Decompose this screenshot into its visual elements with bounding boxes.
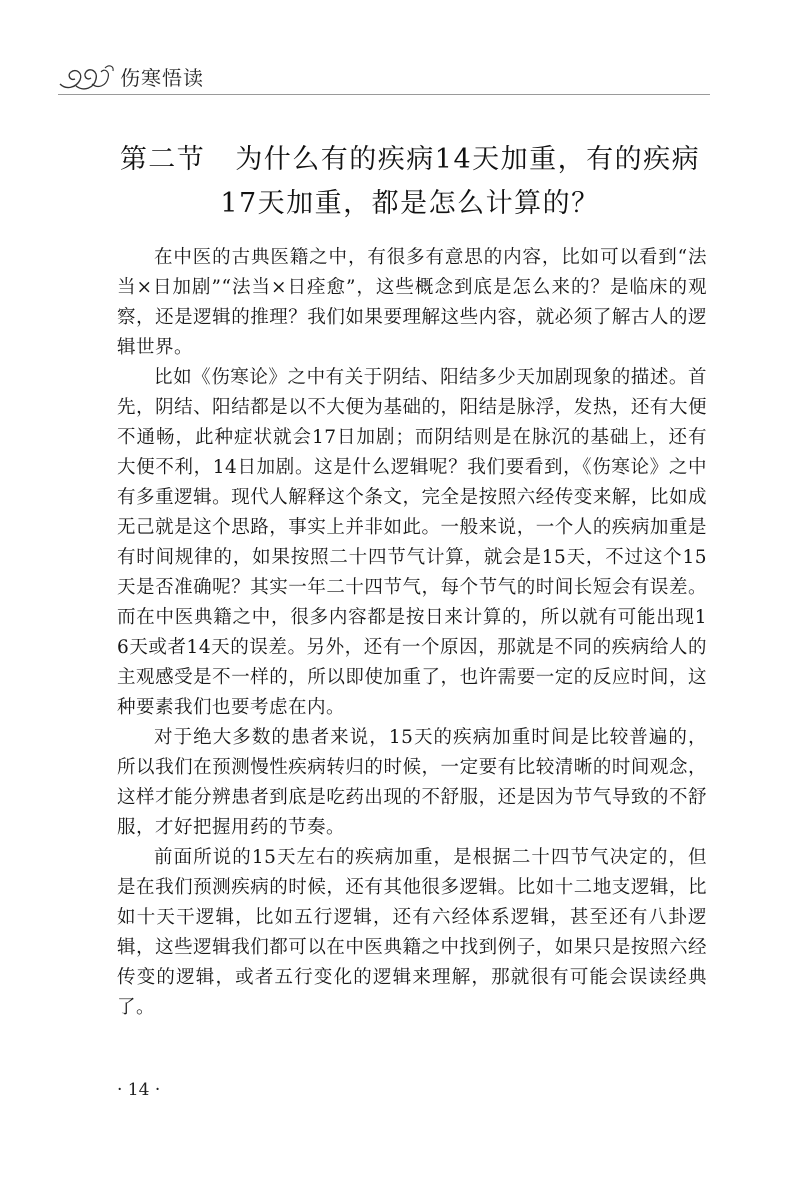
section-title-line-2: 17天加重，都是怎么计算的？ (220, 188, 600, 219)
running-header (58, 58, 710, 98)
book-title: 伤寒悟读 (120, 66, 204, 90)
paragraph: 在中医的古典医籍之中，有很多有意思的内容，比如可以看到“法当×日加剧”“法当×日痊愈”，这些概念到底是怎么来的？是临床的观察，还是逻辑的推理？我们如果要理解这些内容，就必须了解古人的逻辑世界。 (117, 247, 707, 358)
section-number: 第二节 (119, 144, 206, 175)
page-number: · 14 · (117, 1080, 161, 1100)
paragraph: 对于绝大多数的患者来说，15天的疾病加重时间是比较普遍的，所以我们在预测慢性疾病转归的时候，一定要有比较清晰的时间观念，这样才能分辨患者到底是吃药出现的不舒服，还是因为节气导致的不舒服，才好把握用药的节奏。 (117, 727, 707, 838)
section-title-text-1: 为什么有的疾病14天加重，有的疾病 (235, 144, 701, 175)
section-title-line-1 (120, 144, 700, 175)
section-title (100, 138, 720, 226)
header-divider (58, 94, 710, 95)
body-text (117, 243, 707, 1023)
swirl-ornament-icon (58, 62, 116, 92)
paragraph: 比如《伤寒论》之中有关于阴结、阳结多少天加剧现象的描述。首先，阴结、阳结都是以不大便为基础的，阳结是脉浮，发热，还有大便不通畅，此种症状就会17日加剧；而阴结则是在脉沉的基础上，还有大便不利，14日加剧。这是什么逻辑呢？我们要看到，《伤寒论》之中有多重逻辑。现代人解释这个条文，完全是按照六经传变来解，比如成无己就是这个思路，事实上并非如此。一般来说，一个人的疾病加重是有时间规律的，如果按照二十四节气计算，就会是15天，不过这个15天是否准确呢？其实一年二十四节气，每个节气的时间长短会有误差。而在中医典籍之中，很多内容都是按日来计算的，所以就有可能出现16天或者14天的误差。另外，还有一个原因，那就是不同的疾病给人的主观感受是不一样的，所以即使加重了，也许需要一定的反应时间，这种要素我们也要考虑在内。 (117, 367, 707, 718)
paragraph: 前面所说的15天左右的疾病加重，是根据二十四节气决定的，但是在我们预测疾病的时候，还有其他很多逻辑。比如十二地支逻辑，比如十天干逻辑，比如五行逻辑，还有六经体系逻辑，甚至还有八卦逻辑，这些逻辑我们都可以在中医典籍之中找到例子，如果只是按照六经传变的逻辑，或者五行变化的逻辑来理解，那就很有可能会误读经典了。 (117, 847, 707, 1018)
